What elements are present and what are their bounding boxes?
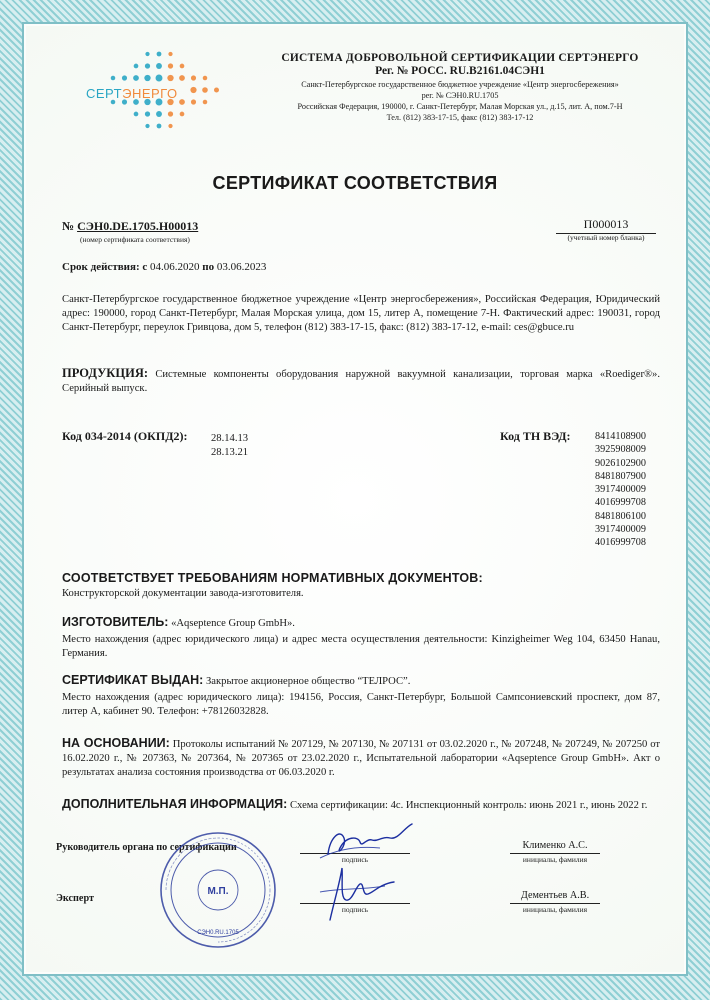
logo-dot bbox=[214, 88, 219, 93]
blank-number: П000013 bbox=[556, 217, 656, 234]
basis-text: Протоколы испытаний № 207129, № 207130, № 207131 от 03.02.2020 г., № 207248, № 207249, № 207250 от 16.02.2020 г., № 207363, № 207364, № 207365 от 23.02.2020 г., Испытательной лаборатории «Aqseptence Group GmbH». Акт о результатах анализа состояния производства от 06.03.2020 г. bbox=[62, 739, 660, 779]
logo-dot bbox=[167, 75, 173, 81]
product-text: Системные компоненты оборудования наружной вакуумной канализации, торговая марка «Roediger®». Серийный выпуск. bbox=[62, 369, 660, 395]
document-title: СЕРТИФИКАТ СООТВЕТСТВИЯ bbox=[212, 173, 498, 193]
certificate-number-prefix: № bbox=[62, 219, 78, 233]
manufacturer-name: «Aqseptence Group GmbH». bbox=[171, 618, 295, 629]
logo-text-part-2: ЭНЕРГО bbox=[122, 86, 178, 101]
certificate-number-value: СЭН0.DE.1705.H00013 bbox=[77, 219, 199, 233]
logo-dot bbox=[156, 111, 162, 117]
logo-dot bbox=[203, 100, 208, 105]
logo-dot bbox=[203, 76, 208, 81]
validity-to: 03.06.2023 bbox=[216, 261, 267, 273]
logo-dot bbox=[190, 87, 196, 93]
tnved-code: 4016999708 bbox=[595, 537, 646, 549]
logo-dot bbox=[168, 63, 173, 68]
logo-dot bbox=[144, 75, 150, 81]
official-stamp bbox=[158, 830, 278, 950]
manufacturer-section bbox=[62, 615, 660, 631]
logo-dot bbox=[122, 75, 127, 80]
tnved-code: 8414108900 bbox=[595, 431, 646, 442]
logo-dot bbox=[168, 111, 173, 116]
issued-name: Закрытое акционерное общество “ТЕЛРОС”. bbox=[206, 676, 411, 687]
logo-dot bbox=[157, 124, 162, 129]
issuer-header bbox=[240, 52, 680, 123]
okpd-code: 28.13.21 bbox=[211, 447, 249, 458]
tnved-label: Код ТН ВЭД: bbox=[500, 429, 571, 443]
tnved-code: 3917400009 bbox=[595, 484, 646, 496]
additional-label: ДОПОЛНИТЕЛЬНАЯ ИНФОРМАЦИЯ: bbox=[62, 797, 288, 811]
logo-dot bbox=[168, 52, 172, 56]
logo-dot bbox=[191, 75, 196, 80]
logo-dot bbox=[111, 76, 116, 81]
certificate-number bbox=[62, 219, 198, 234]
stamp-center-text: М.П. bbox=[207, 886, 229, 897]
product-section bbox=[62, 366, 660, 396]
logo-dot bbox=[145, 111, 150, 116]
issuer-line-1: Санкт-Петербургское государственное бюджетное учреждение «Центр энергосбережения» bbox=[301, 80, 619, 89]
basis-label: НА ОСНОВАНИИ: bbox=[62, 736, 170, 750]
logo-dot bbox=[156, 75, 163, 82]
okpd-code: 28.14.13 bbox=[211, 433, 249, 444]
certification-body-info: Санкт-Петербургское государственное бюджетное учреждение «Центр энергосбережения», Российская Федерация, Юридический адрес: 190000, город Санкт-Петербург, Малая Морская улица, дом 15, литер А, помещение 7-Н. Фактический адрес: 190031, город Санкт-Петербург, переулок Гривцова, дом 5, телефон (812) 383-17-15, факс: (812) 383-17-12, e-mail: ces@gbuce.ru bbox=[62, 294, 660, 334]
issuer-line-3: Российская Федерация, 190000, г. Санкт-Петербург, Малая Морская ул., д.15, лит. А, пом.7-Н bbox=[297, 102, 623, 111]
additional-section bbox=[62, 797, 660, 813]
logo-dot bbox=[179, 75, 185, 81]
basis-section bbox=[62, 736, 660, 781]
tnved-code: 4016999708 bbox=[595, 497, 646, 509]
head-signature bbox=[300, 818, 420, 868]
manufacturer-address: Место нахождения (адрес юридического лица) и адрес места осуществления деятельности: Kinzigheimer Weg 104, 63450 Hanau, Германия. bbox=[62, 634, 660, 660]
head-role: Руководитель органа по сертификации bbox=[56, 842, 237, 853]
issuer-line-2: рег. № СЭН0.RU.1705 bbox=[421, 91, 499, 100]
logo-dot bbox=[145, 52, 149, 56]
logo-text bbox=[86, 86, 178, 101]
logo-dot bbox=[134, 112, 139, 117]
logo-dot bbox=[156, 63, 162, 69]
product-label: ПРОДУКЦИЯ: bbox=[62, 366, 149, 380]
logo-dot bbox=[168, 124, 172, 128]
expert-signature-caption: подпись bbox=[341, 905, 369, 914]
stamp-bottom-text: СЭН0.RU.1705 bbox=[197, 930, 239, 936]
logo-dot bbox=[202, 87, 208, 93]
logo-dot bbox=[180, 64, 185, 69]
logo-dot bbox=[145, 124, 149, 128]
issued-address: Место нахождения (адрес юридического лица): 194156, Россия, Санкт-Петербург, Большой Сампсониевский проспект, дом 87, литер А, кабинет 90. Телефон: +78126032828. bbox=[62, 692, 660, 718]
certificate-number-caption: (номер сертификата соответствия) bbox=[80, 235, 190, 244]
validity-from: 04.06.2020 bbox=[150, 261, 200, 273]
logo-dot bbox=[179, 99, 185, 105]
logo-dot bbox=[180, 112, 185, 117]
expert-role: Эксперт bbox=[56, 893, 94, 904]
expert-name-caption: инициалы, фамилия bbox=[522, 905, 588, 914]
system-name: СИСТЕМА ДОБРОВОЛЬНОЙ СЕРТИФИКАЦИИ СЕРТЭНЕРГО bbox=[281, 52, 639, 64]
issuer-line-4: Тел. (812) 383-17-15, факс (812) 383-17-12 bbox=[386, 113, 534, 122]
okpd-codes bbox=[211, 432, 248, 460]
tnved-code: 9026102900 bbox=[595, 457, 646, 469]
tnved-codes bbox=[595, 430, 646, 550]
expert-name: Дементьев А.В. bbox=[520, 890, 590, 901]
conforms-heading: СООТВЕТСТВУЕТ ТРЕБОВАНИЯМ НОРМАТИВНЫХ ДОКУМЕНТОВ: bbox=[62, 571, 483, 585]
issued-section bbox=[62, 673, 660, 689]
validity-period bbox=[62, 261, 266, 273]
logo-dot bbox=[134, 64, 139, 69]
conforms-text: Конструкторской документации завода-изготовителя. bbox=[62, 588, 304, 599]
head-name: Клименко А.С. bbox=[522, 840, 588, 851]
expert-name-line bbox=[510, 903, 600, 904]
okpd-label: Код 034-2014 (ОКПД2): bbox=[62, 429, 188, 443]
logo-dot bbox=[157, 52, 162, 57]
blank-number-caption: (учетный номер бланка) bbox=[567, 233, 645, 242]
tnved-code: 3925908009 bbox=[595, 444, 646, 456]
head-name-line bbox=[510, 853, 600, 854]
additional-text: Схема сертификации: 4с. Инспекционный контроль: июнь 2021 г., июнь 2022 г. bbox=[289, 800, 648, 811]
expert-signature bbox=[290, 862, 400, 924]
logo-dot bbox=[133, 75, 139, 81]
head-signature-caption: подпись bbox=[341, 855, 369, 864]
tnved-code: 8481807900 bbox=[595, 470, 646, 482]
validity-label: Срок действия: с bbox=[62, 261, 148, 273]
validity-to-label: по bbox=[202, 261, 215, 273]
logo-dot bbox=[191, 99, 196, 104]
logo-text-part-1: СЕРТ bbox=[86, 86, 123, 101]
system-reg-number: Рег. № РОСС. RU.B2161.04СЭН1 bbox=[375, 65, 545, 77]
tnved-code: 3917400009 bbox=[595, 524, 646, 536]
issued-label: СЕРТИФИКАТ ВЫДАН: bbox=[62, 673, 204, 687]
manufacturer-label: ИЗГОТОВИТЕЛЬ: bbox=[62, 615, 169, 629]
logo-dot bbox=[145, 63, 150, 68]
head-name-caption: инициалы, фамилия bbox=[522, 855, 588, 864]
tnved-code: 8481806100 bbox=[595, 510, 646, 522]
